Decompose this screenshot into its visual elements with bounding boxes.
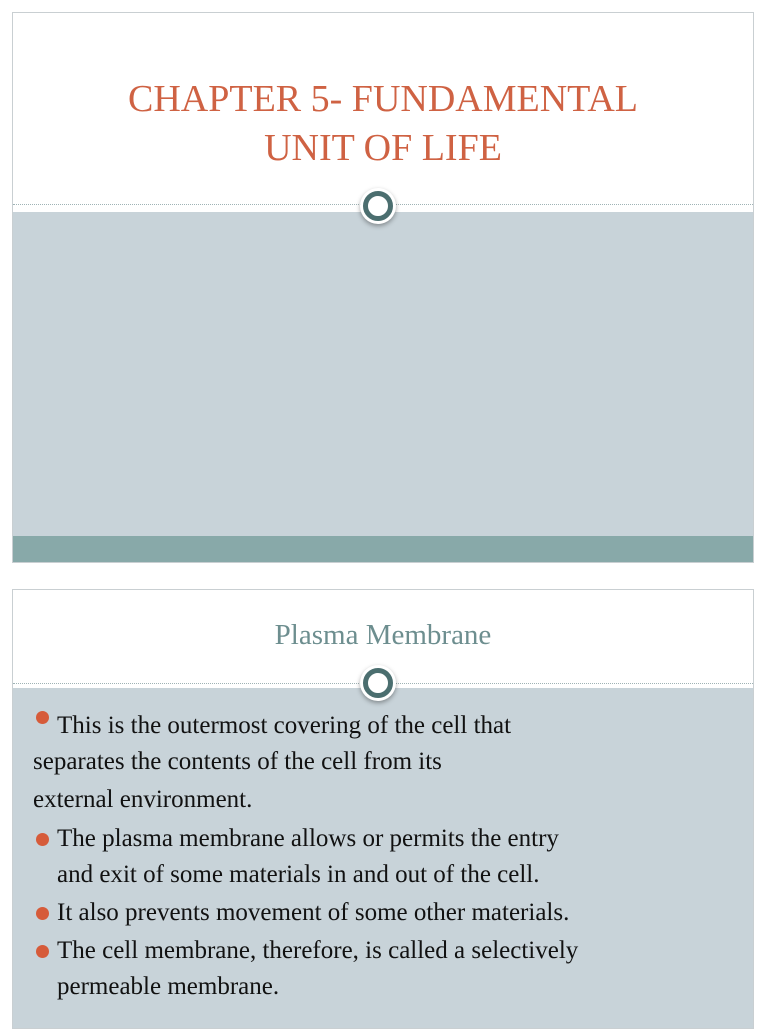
bullet-text-line: The plasma membrane allows or permits the entry — [57, 825, 559, 852]
bullet-list — [33, 709, 737, 1005]
chapter-title-line-2: UNIT OF LIFE — [264, 127, 502, 169]
bullet-dot-icon — [36, 907, 49, 920]
bullet-text-line: This is the outermost covering of the cell that — [57, 712, 512, 739]
list-item — [33, 821, 737, 893]
bullet-text-line: The cell membrane, therefore, is called a selectively — [57, 937, 579, 964]
bullet-dot-icon — [36, 833, 49, 846]
list-item — [33, 709, 737, 819]
footer-band — [13, 536, 753, 562]
chapter-title-line-1: CHAPTER 5- FUNDAMENTAL — [128, 78, 638, 120]
title-slide — [12, 12, 754, 563]
bullet-dot-icon — [36, 945, 49, 958]
chapter-title — [13, 75, 753, 173]
ring-ornament-icon — [363, 668, 393, 698]
list-item — [33, 895, 737, 931]
title-slide-body — [13, 212, 753, 562]
bullet-text-line: permeable membrane. — [57, 973, 280, 1000]
slide-title: Plasma Membrane — [274, 619, 492, 651]
bullet-text-line: It also prevents movement of some other materials. — [57, 899, 570, 926]
content-slide — [12, 589, 754, 1029]
ring-ornament-icon — [363, 191, 393, 221]
bullet-text-line: and exit of some materials in and out of the cell. — [57, 861, 540, 888]
title-slide-header — [13, 13, 753, 205]
bullet-dot-icon — [36, 711, 49, 724]
list-item — [33, 933, 737, 1005]
bullet-text-line: separates the contents of the cell from its — [33, 748, 442, 775]
bullet-text-line: external environment. — [33, 786, 253, 813]
